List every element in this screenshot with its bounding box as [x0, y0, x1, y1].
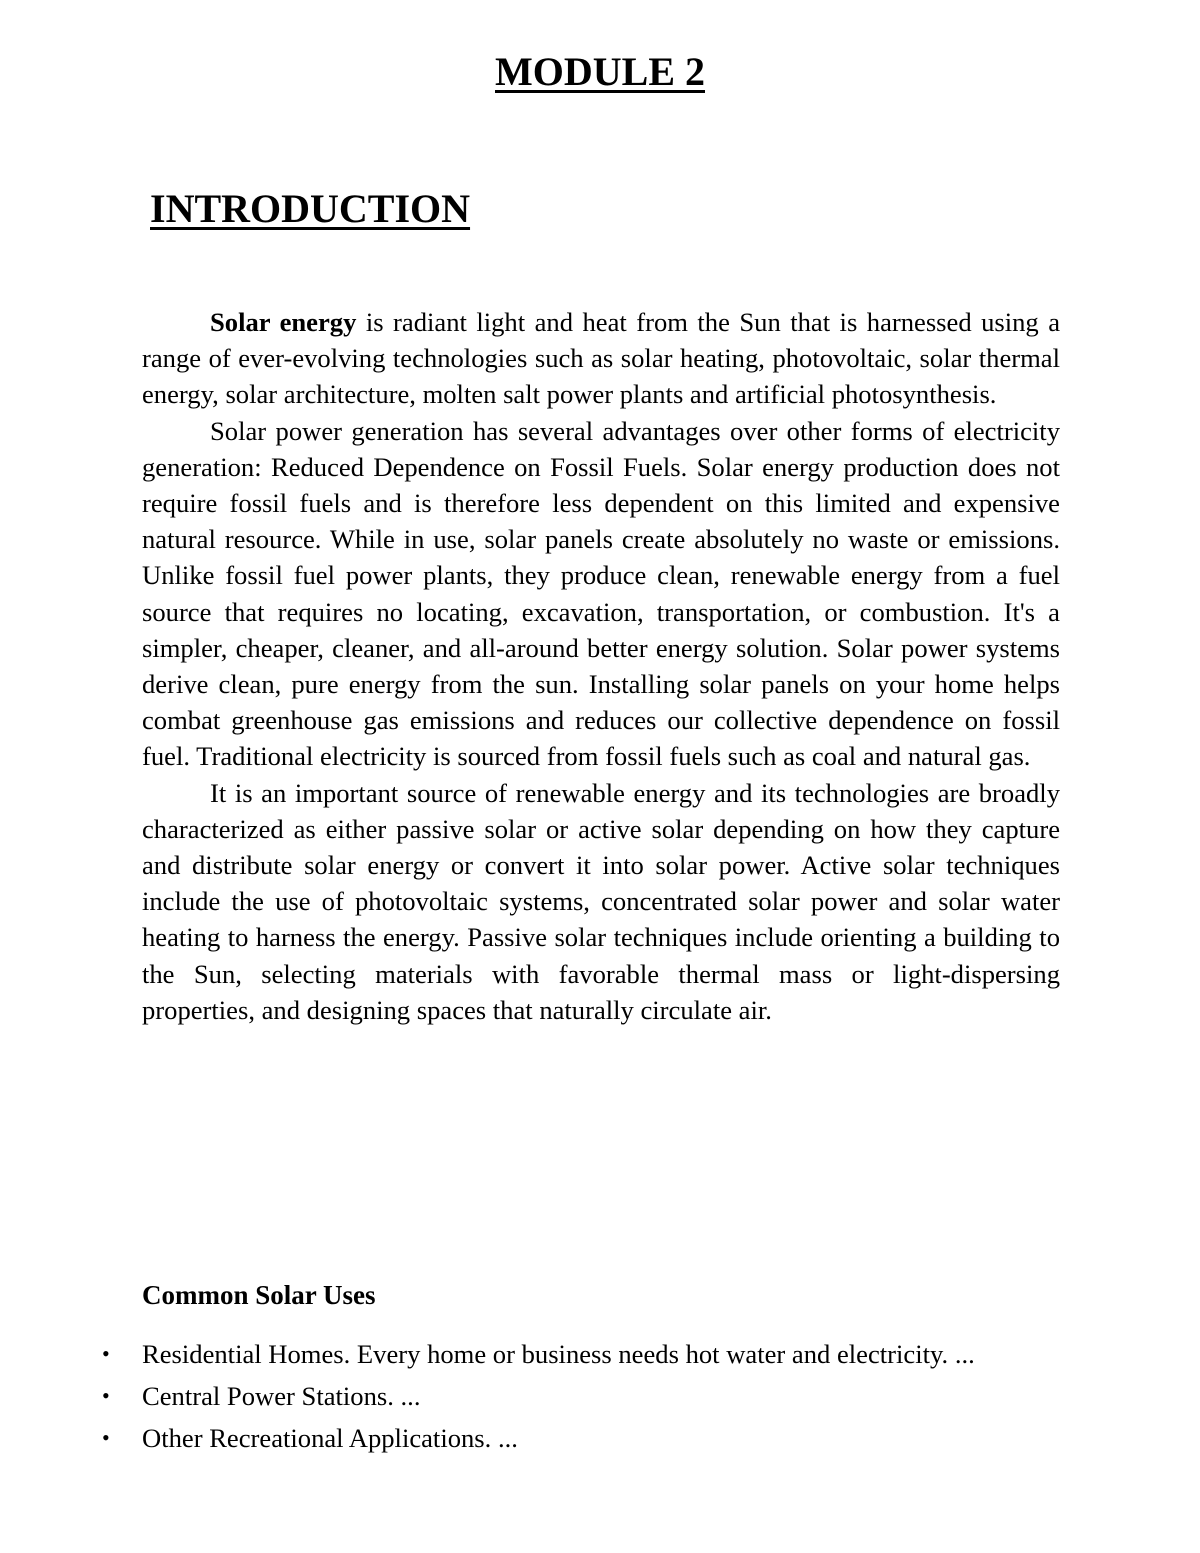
- list-item-text: Other Recreational Applications. ...: [142, 1423, 518, 1454]
- paragraph-technologies: It is an important source of renewable energy and its technologies are broadly characterized as either passive solar or active solar depending on how they capture and distribute solar energy or convert it into solar power. Active solar techniques include the use of photovoltaic systems, concentrated solar power and solar water heating to harness the energy. Passive solar techniques include orienting a building to the Sun, selecting materials with favorable thermal mass or light-dispersing properties, and designing spaces that naturally circulate air.: [142, 777, 1060, 1025]
- solar-uses-list: [102, 1336, 1060, 1463]
- list-item: [102, 1378, 1060, 1414]
- module-title: MODULE 2: [495, 49, 705, 94]
- paragraph-solar-energy: [142, 304, 1060, 413]
- bullet-icon: •: [102, 1341, 110, 1366]
- bullet-icon: •: [102, 1383, 110, 1409]
- solar-energy-term: Solar energy: [210, 307, 357, 337]
- list-item: [102, 1336, 1060, 1372]
- paragraph-1-text: is radiant light and heat from the Sun that is harnessed using a range of ever-evolving technologies such as solar heating, photovoltaic, solar thermal energy, solar architecture, molten salt power plants and artificial photosynthesis.: [142, 307, 1061, 410]
- list-item-text: Residential Homes. Every home or business needs hot water and electricity. ...: [142, 1339, 975, 1369]
- common-solar-uses-heading: Common Solar Uses: [142, 1280, 376, 1310]
- list-item-text: Central Power Stations. ...: [142, 1381, 421, 1412]
- introduction-heading: INTRODUCTION: [150, 186, 471, 231]
- list-item: [102, 1420, 1060, 1456]
- body-text: [142, 304, 1060, 1028]
- paragraph-advantages: Solar power generation has several advantages over other forms of electricity generation: Reduced Dependence on Fossil Fuels. Solar energy production does not require fossil fuels and is therefore less dependent on this limited and expensive natural resource. While in use, solar panels create absolutely no waste or emissions. Unlike fossil fuel power plants, they produce clean, renewable energy from a fuel source that requires no locating, excavation, transportation, or combustion. It's a simpler, cheaper, cleaner, and all-around better energy solution. Solar power systems derive clean, pure energy from the sun. Installing solar panels on your home helps combat greenhouse gas emissions and reduces our collective dependence on fossil fuel. Traditional electricity is sourced from fossil fuels such as coal and natural gas.: [142, 415, 1060, 772]
- bullet-icon: •: [102, 1425, 110, 1451]
